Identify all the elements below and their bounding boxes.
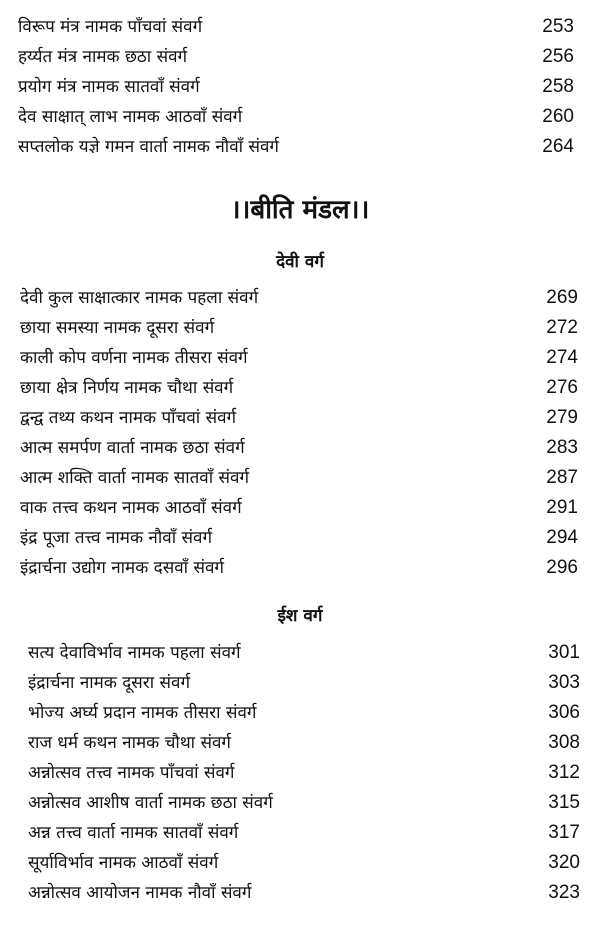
- entry-title: देवी कुल साक्षात्कार नामक पहला संवर्ग: [20, 288, 259, 308]
- entry-title: विरूप मंत्र नामक पाँचवां संवर्ग: [18, 17, 203, 37]
- toc-entry: [28, 818, 580, 848]
- entry-page: 276: [546, 377, 578, 398]
- toc-entry: [20, 403, 578, 433]
- entry-page: 272: [546, 317, 578, 338]
- toc-entry: [18, 132, 574, 162]
- entry-title: अन्न तत्त्व वार्ता नामक सातवाँ संवर्ग: [28, 823, 239, 843]
- toc-entry: [18, 42, 574, 72]
- entry-page: 301: [548, 642, 580, 663]
- entry-title: देव साक्षात् लाभ नामक आठवाँ संवर्ग: [18, 107, 243, 127]
- toc-entry: [20, 343, 578, 373]
- entry-page: 317: [548, 822, 580, 843]
- section-heading: ।।बीति मंडल।।: [230, 195, 370, 225]
- entry-title: छाया समस्या नामक दूसरा संवर्ग: [20, 318, 215, 338]
- entry-page: 269: [546, 287, 578, 308]
- entry-page: 253: [542, 16, 574, 37]
- toc-entry: [20, 493, 578, 523]
- entry-page: 258: [542, 76, 574, 97]
- entry-title: सूर्याविर्भाव नामक आठवाँ संवर्ग: [28, 853, 219, 873]
- entry-title: अन्नोत्सव आशीष वार्ता नामक छठा संवर्ग: [28, 793, 273, 813]
- entry-title: छाया क्षेत्र निर्णय नामक चौथा संवर्ग: [20, 378, 234, 398]
- toc-entry: [20, 523, 578, 553]
- entry-title: भोज्य अर्घ्य प्रदान नामक तीसरा संवर्ग: [28, 703, 257, 723]
- entry-title: सप्तलोक यज्ञे गमन वार्ता नामक नौवाँ संवर्ग: [18, 137, 279, 157]
- toc-entry: [28, 638, 580, 668]
- entry-page: 303: [548, 672, 580, 693]
- entry-title: राज धर्म कथन नामक चौथा संवर्ग: [28, 733, 232, 753]
- entry-page: 306: [548, 702, 580, 723]
- toc-entry: [18, 72, 574, 102]
- entry-page: 320: [548, 852, 580, 873]
- entry-page: 312: [548, 762, 580, 783]
- toc-entry: [28, 878, 580, 908]
- entry-page: 294: [546, 527, 578, 548]
- entry-page: 323: [548, 882, 580, 903]
- entry-page: 291: [546, 497, 578, 518]
- entry-page: 283: [546, 437, 578, 458]
- entry-page: 264: [542, 136, 574, 157]
- entry-title: अन्नोत्सव आयोजन नामक नौवाँ संवर्ग: [28, 883, 252, 903]
- entry-page: 308: [548, 732, 580, 753]
- entry-title: हर्य्यत मंत्र नामक छठा संवर्ग: [18, 47, 188, 67]
- entry-page: 260: [542, 106, 574, 127]
- toc-entry: [20, 373, 578, 403]
- entry-title: इंद्रार्चना उद्योग नामक दसवाँ संवर्ग: [20, 558, 224, 578]
- entry-title: द्वन्द्व तथ्य कथन नामक पाँचवां संवर्ग: [20, 408, 237, 428]
- toc-entry: [20, 553, 578, 583]
- toc-entry: [18, 102, 574, 132]
- toc-entry: [28, 848, 580, 878]
- toc-entry: [20, 433, 578, 463]
- entry-page: 287: [546, 467, 578, 488]
- toc-entry: [20, 313, 578, 343]
- toc-entry: [18, 12, 574, 42]
- entry-page: 256: [542, 46, 574, 67]
- entry-title: अन्नोत्सव तत्त्व नामक पाँचवां संवर्ग: [28, 763, 235, 783]
- entry-title: प्रयोग मंत्र नामक सातवाँ संवर्ग: [18, 77, 200, 97]
- subsection-heading-devi-varg: देवी वर्ग: [276, 252, 324, 272]
- entry-title: आत्म समर्पण वार्ता नामक छठा संवर्ग: [20, 438, 245, 458]
- toc-entry: [28, 758, 580, 788]
- entry-title: सत्य देवाविर्भाव नामक पहला संवर्ग: [28, 643, 241, 663]
- entry-page: 279: [546, 407, 578, 428]
- toc-entry: [28, 668, 580, 698]
- toc-entry: [20, 463, 578, 493]
- entry-title: काली कोप वर्णना नामक तीसरा संवर्ग: [20, 348, 248, 368]
- toc-entry: [28, 728, 580, 758]
- toc-entry: [28, 698, 580, 728]
- entry-title: वाक तत्त्व कथन नामक आठवाँ संवर्ग: [20, 498, 242, 518]
- entry-title: इंद्रार्चना नामक दूसरा संवर्ग: [28, 673, 191, 693]
- entry-title: आत्म शक्ति वार्ता नामक सातवाँ संवर्ग: [20, 468, 250, 488]
- toc-entry: [28, 788, 580, 818]
- entry-page: 274: [546, 347, 578, 368]
- entry-title: इंद्र पूजा तत्त्व नामक नौवाँ संवर्ग: [20, 528, 213, 548]
- subsection-heading-ish-varg: ईश वर्ग: [277, 606, 323, 626]
- entry-page: 315: [548, 792, 580, 813]
- toc-entry: [20, 283, 578, 313]
- entry-page: 296: [546, 557, 578, 578]
